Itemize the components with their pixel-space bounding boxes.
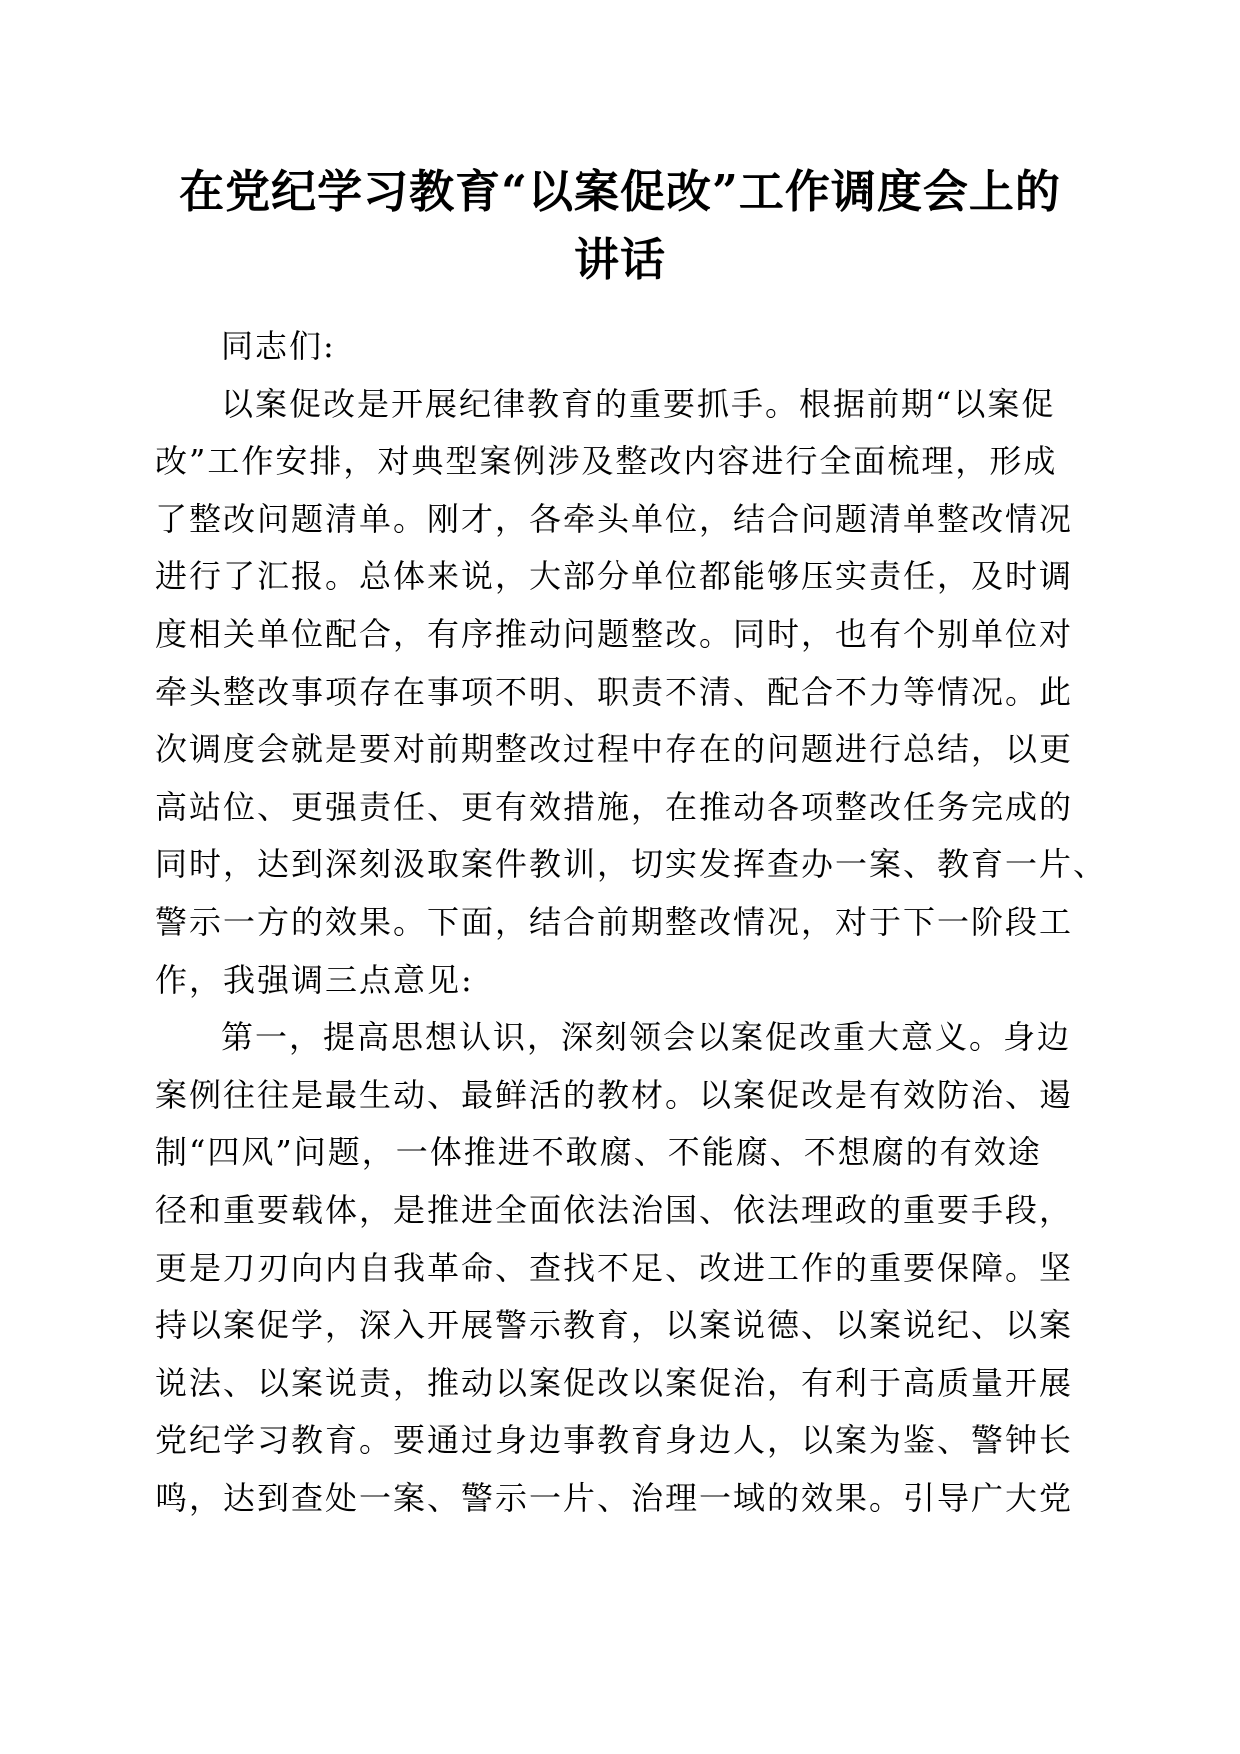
paragraph-line: 径和重要载体，是推进全面依法治国、依法理政的重要手段，	[155, 1190, 1074, 1229]
paragraph-line: 制“四风”问题，一体推进不敢腐、不能腐、不想腐的有效途	[155, 1133, 1042, 1172]
paragraph-line: 作，我强调三点意见:	[155, 960, 474, 999]
paragraph-line: 进行了汇报。总体来说，大部分单位都能够压实责任，及时调	[155, 557, 1074, 596]
paragraph-line: 党纪学习教育。要通过身边事教育身边人，以案为鉴、警钟长	[155, 1421, 1074, 1460]
paragraph-line: 以案促改是开展纪律教育的重要抓手。根据前期“以案促	[221, 384, 1056, 423]
title-line-1: 在党纪学习教育“以案促改”工作调度会上的	[179, 165, 1061, 218]
paragraph-line: 第一，提高思想认识，深刻领会以案促改重大意义。身边	[221, 1018, 1072, 1057]
paragraph-line: 鸣，达到查处一案、警示一片、治理一域的效果。引导广大党	[155, 1478, 1074, 1517]
paragraph-line: 说法、以案说责，推动以案促改以案促治，有利于高质量开展	[155, 1363, 1074, 1402]
document-title	[140, 158, 1100, 294]
paragraph-line: 持以案促学，深入开展警示教育，以案说德、以案说纪、以案	[155, 1306, 1074, 1345]
paragraph-line: 了整改问题清单。刚才，各牵头单位，结合问题清单整改情况	[155, 499, 1074, 538]
title-line-2: 讲话	[573, 233, 666, 286]
paragraph-line: 高站位、更强责任、更有效措施，在推动各项整改任务完成的	[155, 787, 1074, 826]
salutation: 同志们:	[221, 327, 336, 365]
paragraph-line: 改”工作安排，对典型案例涉及整改内容进行全面梳理，形成	[155, 442, 1058, 481]
document-body	[155, 318, 1108, 1527]
paragraph-line: 案例往往是最生动、最鲜活的教材。以案促改是有效防治、遏	[155, 1075, 1074, 1114]
paragraph-line: 次调度会就是要对前期整改过程中存在的问题进行总结，以更	[155, 730, 1074, 769]
paragraph-line: 度相关单位配合，有序推动问题整改。同时，也有个别单位对	[155, 614, 1074, 653]
paragraph-line: 更是刀刃向内自我革命、查找不足、改进工作的重要保障。坚	[155, 1248, 1074, 1287]
paragraph-line: 警示一方的效果。下面，结合前期整改情况，对于下一阶段工	[155, 902, 1074, 941]
paragraph-line: 牵头整改事项存在事项不明、职责不清、配合不力等情况。此	[155, 672, 1074, 711]
paragraph-line: 同时，达到深刻汲取案件教训，切实发挥查办一案、教育一片、	[155, 845, 1108, 884]
